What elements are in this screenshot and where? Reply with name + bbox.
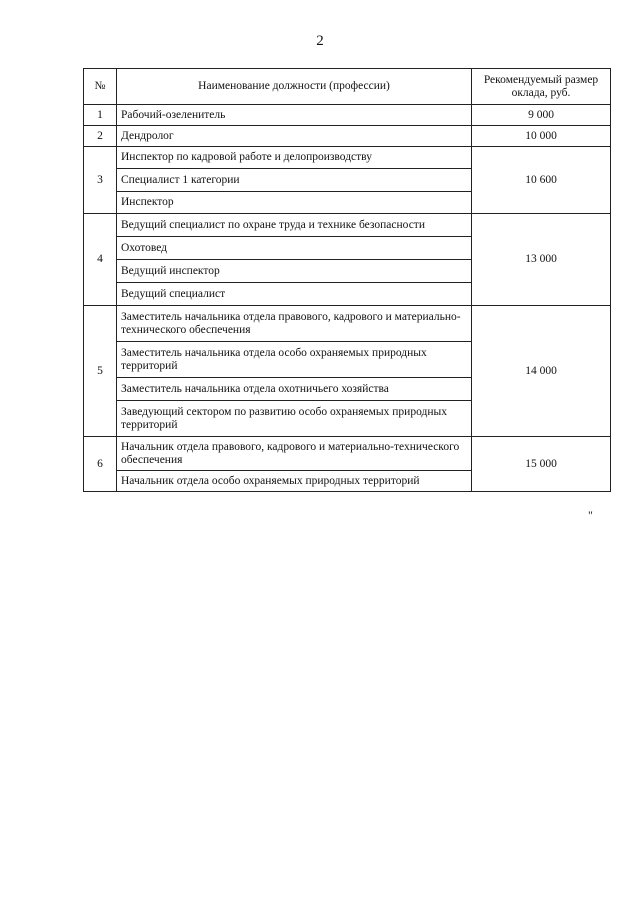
group-number: 2: [84, 126, 117, 147]
group-number: 6: [84, 437, 117, 492]
position-name: Заместитель начальника отдела правового, кадрового и материально-технического обеспечения: [117, 306, 472, 342]
position-name: Специалист 1 категории: [117, 169, 472, 192]
position-name: Ведущий специалист: [117, 283, 472, 306]
position-name: Начальник отдела правового, кадрового и материально-технического обеспечения: [117, 437, 472, 471]
group-number: 5: [84, 306, 117, 437]
header-position-name: Наименование должности (профессии): [117, 69, 472, 105]
salary-value: 14 000: [472, 306, 611, 437]
salary-table: [83, 68, 611, 492]
position-name: Заместитель начальника отдела особо охраняемых природных территорий: [117, 342, 472, 378]
position-name: Охотовед: [117, 237, 472, 260]
table-row: [84, 126, 611, 147]
position-name: Ведущий специалист по охране труда и технике безопасности: [117, 214, 472, 237]
position-name: Ведущий инспектор: [117, 260, 472, 283]
table-row: [84, 437, 611, 471]
salary-value: 15 000: [472, 437, 611, 492]
page-number: 2: [316, 33, 324, 49]
position-name: Дендролог: [117, 126, 472, 147]
position-name: Инспектор по кадровой работе и делопроизводству: [117, 147, 472, 169]
position-name: Рабочий-озеленитель: [117, 105, 472, 126]
table-row: [84, 214, 611, 237]
salary-value: 10 600: [472, 147, 611, 214]
table-row: [84, 147, 611, 169]
salary-value: 13 000: [472, 214, 611, 306]
table-row: [84, 105, 611, 126]
group-number: 3: [84, 147, 117, 214]
position-name: Заместитель начальника отдела охотничьего хозяйства: [117, 378, 472, 401]
position-name: Начальник отдела особо охраняемых природных территорий: [117, 471, 472, 492]
closing-quote-mark: ": [588, 508, 593, 522]
salary-value: 9 000: [472, 105, 611, 126]
table-row: [84, 306, 611, 342]
header-salary: Рекомендуемый размер оклада, руб.: [472, 69, 611, 105]
salary-value: 10 000: [472, 126, 611, 147]
group-number: 4: [84, 214, 117, 306]
group-number: 1: [84, 105, 117, 126]
header-num: №: [84, 69, 117, 105]
position-name: Инспектор: [117, 192, 472, 214]
position-name: Заведующий сектором по развитию особо охраняемых природных территорий: [117, 401, 472, 437]
table-header-row: [84, 69, 611, 105]
